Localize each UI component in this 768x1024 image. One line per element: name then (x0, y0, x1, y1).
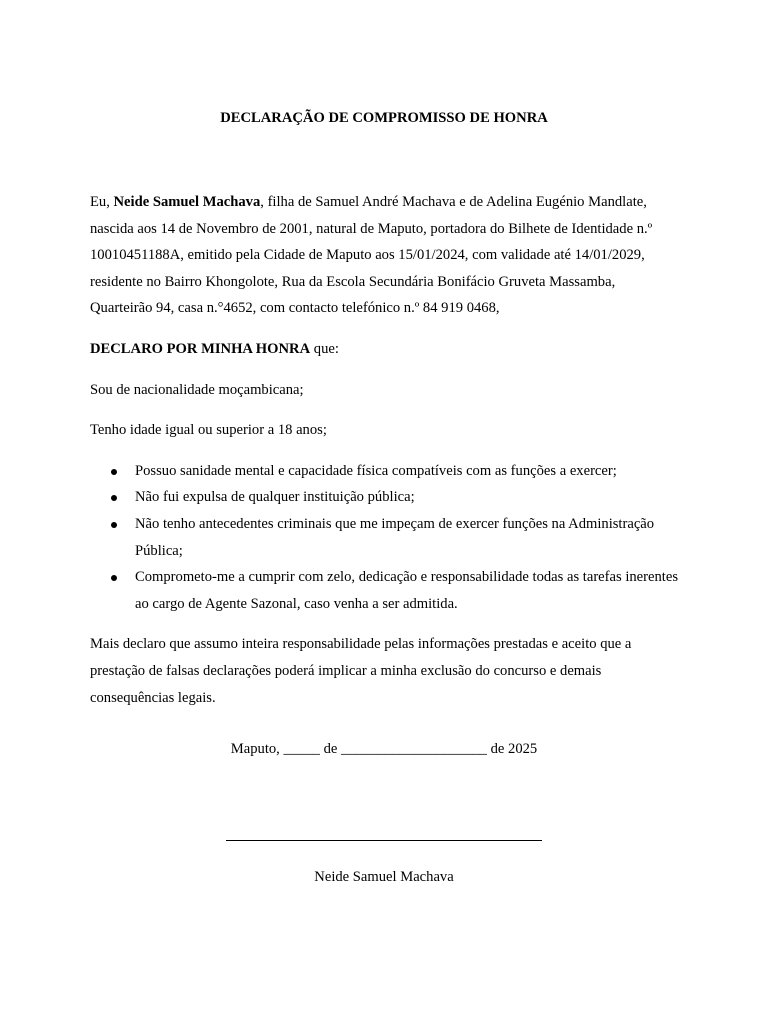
document-body (90, 189, 680, 711)
list-item-text: Comprometo-me a cumprir com zelo, dedicação e responsabilidade todas as tarefas inerentes ao cargo de Agente Sazonal, caso venha a ser admitida. (135, 569, 678, 612)
bullet-icon (111, 495, 117, 501)
date-line: Maputo, _____ de ____________________ de 2025 (230, 741, 538, 757)
bullet-icon (111, 575, 117, 581)
intro-paragraph (90, 189, 680, 322)
bullet-icon (111, 522, 117, 528)
statement-nationality: Sou de nacionalidade moçambicana; (90, 381, 304, 398)
document-title: DECLARAÇÃO DE COMPROMISSO DE HONRA (220, 110, 548, 126)
declaro-bold: DECLARO POR MINHA HONRA (90, 340, 311, 357)
declaro-rest: que: (310, 340, 339, 357)
list-item (90, 458, 680, 485)
declarant-name: Neide Samuel Machava (113, 194, 261, 210)
list-item (90, 564, 680, 617)
signature-name: Neide Samuel Machava (314, 869, 454, 885)
list-item-text: Possuo sanidade mental e capacidade física compatíveis com as funções a exercer; (135, 462, 617, 479)
closing-paragraph: Mais declaro que assumo inteira responsabilidade pelas informações prestadas e aceito que a prestação de falsas declarações poderá implicar a minha exclusão do concurso e demais consequências legais. (90, 636, 632, 706)
declaration-list (90, 458, 680, 618)
declaro-heading (90, 336, 680, 363)
list-item (90, 484, 680, 511)
signature-line (226, 840, 542, 841)
list-item-text: Não tenho antecedentes criminais que me impeçam de exercer funções na Administração Pública; (135, 515, 655, 559)
intro-text: , filha de Samuel André Machava e de Adelina Eugénio Mandlate, nascida aos 14 de Novembro de 2001, natural de Maputo, portadora do Bilhete de Identidade n.º 10010451188A, emitido pela Cidade de Maputo aos 15/01/2024, com validade até 14/01/2029, residente no Bairro Khongolote, Rua da Escola Secundária Bonifácio Gruveta Massamba, Quarteirão 94, casa n.°4652, com contacto telefónico n.º 84 919 0468, (90, 194, 653, 317)
list-item (90, 511, 680, 564)
bullet-icon (111, 469, 117, 475)
intro-prefix: Eu, (90, 194, 114, 210)
statement-age: Tenho idade igual ou superior a 18 anos; (90, 422, 327, 439)
list-item-text: Não fui expulsa de qualquer instituição pública; (135, 489, 415, 506)
